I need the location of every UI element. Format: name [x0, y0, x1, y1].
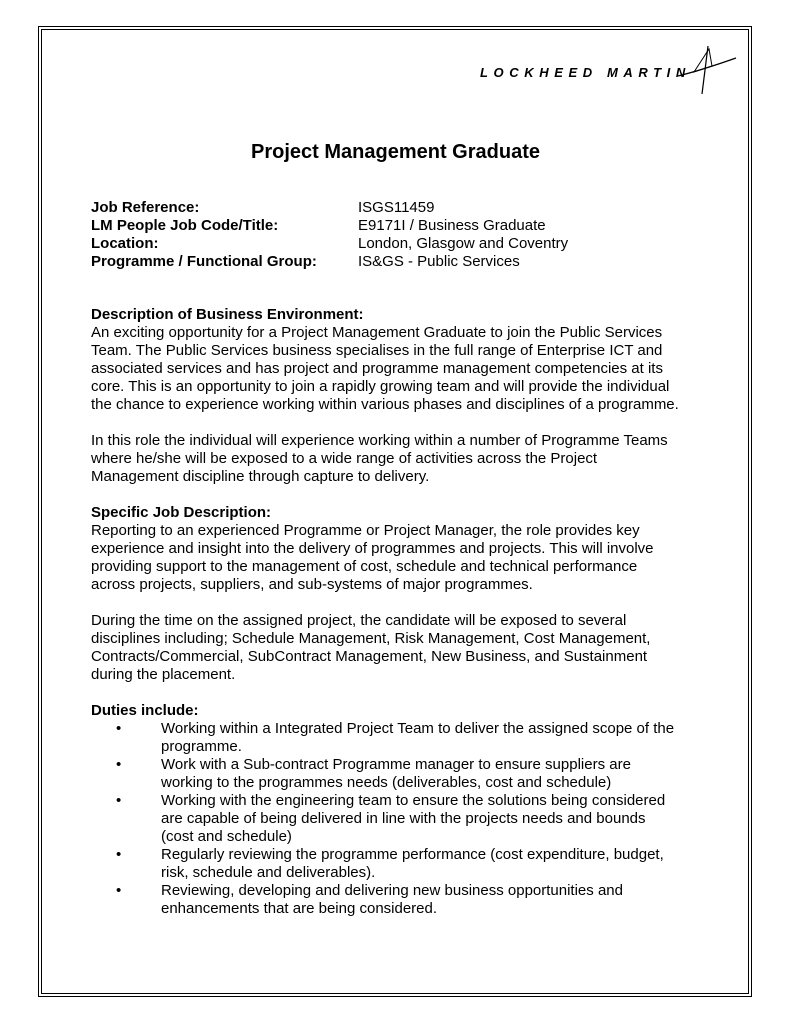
document-body [91, 306, 731, 918]
bullet-icon: • [116, 756, 122, 773]
text-line: providing support to the management of cost, schedule and technical performance [91, 558, 638, 575]
section-heading-job-description: Specific Job Description: [91, 504, 272, 521]
text-line: experience and insight into the delivery of programmes and projects. This will involve [91, 540, 654, 557]
logo-wordmark: LOCKHEED MARTIN [480, 65, 691, 80]
text-line: Work with a Sub-contract Programme manager to ensure suppliers are [161, 756, 631, 773]
text-line: Regularly reviewing the programme performance (cost expenditure, budget, [161, 846, 664, 863]
section-heading-duties: Duties include: [91, 702, 199, 719]
text-line: Team. The Public Services business specialises in the full range of Enterprise ICT and [91, 342, 663, 359]
text-line: Reporting to an experienced Programme or Project Manager, the role provides key [91, 522, 640, 539]
text-line: In this role the individual will experience working within a number of Programme Teams [91, 432, 668, 449]
meta-label: Job Reference: [91, 199, 200, 216]
lockheed-martin-logo [480, 44, 738, 98]
paragraph-role [91, 432, 731, 486]
text-line: programme. [161, 738, 242, 755]
text-line: working to the programmes needs (deliverables, cost and schedule) [161, 774, 612, 791]
text-line: Management discipline through capture to delivery. [91, 468, 430, 485]
meta-value: ISGS11459 [358, 199, 435, 216]
text-line: Working with the engineering team to ensure the solutions being considered [161, 792, 666, 809]
meta-value: E9171I / Business Graduate [358, 217, 546, 234]
text-line: disciplines including; Schedule Management, Risk Management, Cost Management, [91, 630, 651, 647]
star-swoosh-icon [480, 44, 738, 98]
text-line: (cost and schedule) [161, 828, 292, 845]
text-line: where he/she will be exposed to a wide range of activities across the Project [91, 450, 598, 467]
meta-label: Programme / Functional Group: [91, 253, 317, 270]
meta-label: Location: [91, 235, 159, 252]
paragraph-job-description [91, 522, 731, 594]
text-line: Contracts/Commercial, SubContract Management, New Business, and Sustainment [91, 648, 648, 665]
section-heading-business-environment: Description of Business Environment: [91, 306, 364, 323]
list-item [91, 846, 731, 882]
list-item [91, 882, 731, 918]
bullet-icon: • [116, 882, 122, 899]
meta-label: LM People Job Code/Title: [91, 217, 279, 234]
text-line: risk, schedule and deliverables). [161, 864, 376, 881]
text-line: enhancements that are being considered. [161, 900, 438, 917]
text-line: associated services and has project and programme management competencies at its [91, 360, 663, 377]
text-line: During the time on the assigned project, the candidate will be exposed to several [91, 612, 627, 629]
text-line: the chance to experience working within various phases and disciplines of a programme. [91, 396, 679, 413]
bullet-icon: • [116, 792, 122, 809]
meta-value: London, Glasgow and Coventry [358, 235, 569, 252]
list-item [91, 756, 731, 792]
page-title: Project Management Graduate [251, 141, 540, 163]
text-line: Working within a Integrated Project Team to deliver the assigned scope of the [161, 720, 675, 737]
list-item [91, 720, 731, 756]
list-item [91, 792, 731, 846]
bullet-icon: • [116, 846, 122, 863]
duties-list [91, 720, 731, 918]
text-line: during the placement. [91, 666, 236, 683]
meta-value: IS&GS - Public Services [358, 253, 520, 270]
paragraph-business-environment [91, 324, 731, 414]
paragraph-disciplines [91, 612, 731, 684]
text-line: core. This is an opportunity to join a rapidly growing team and will provide the individual [91, 378, 670, 395]
text-line: Reviewing, developing and delivering new business opportunities and [161, 882, 623, 899]
text-line: across projects, suppliers, and sub-systems of major programmes. [91, 576, 533, 593]
text-line: An exciting opportunity for a Project Management Graduate to join the Public Services [91, 324, 663, 341]
bullet-icon: • [116, 720, 122, 737]
text-line: are capable of being delivered in line with the projects needs and bounds [161, 810, 646, 827]
